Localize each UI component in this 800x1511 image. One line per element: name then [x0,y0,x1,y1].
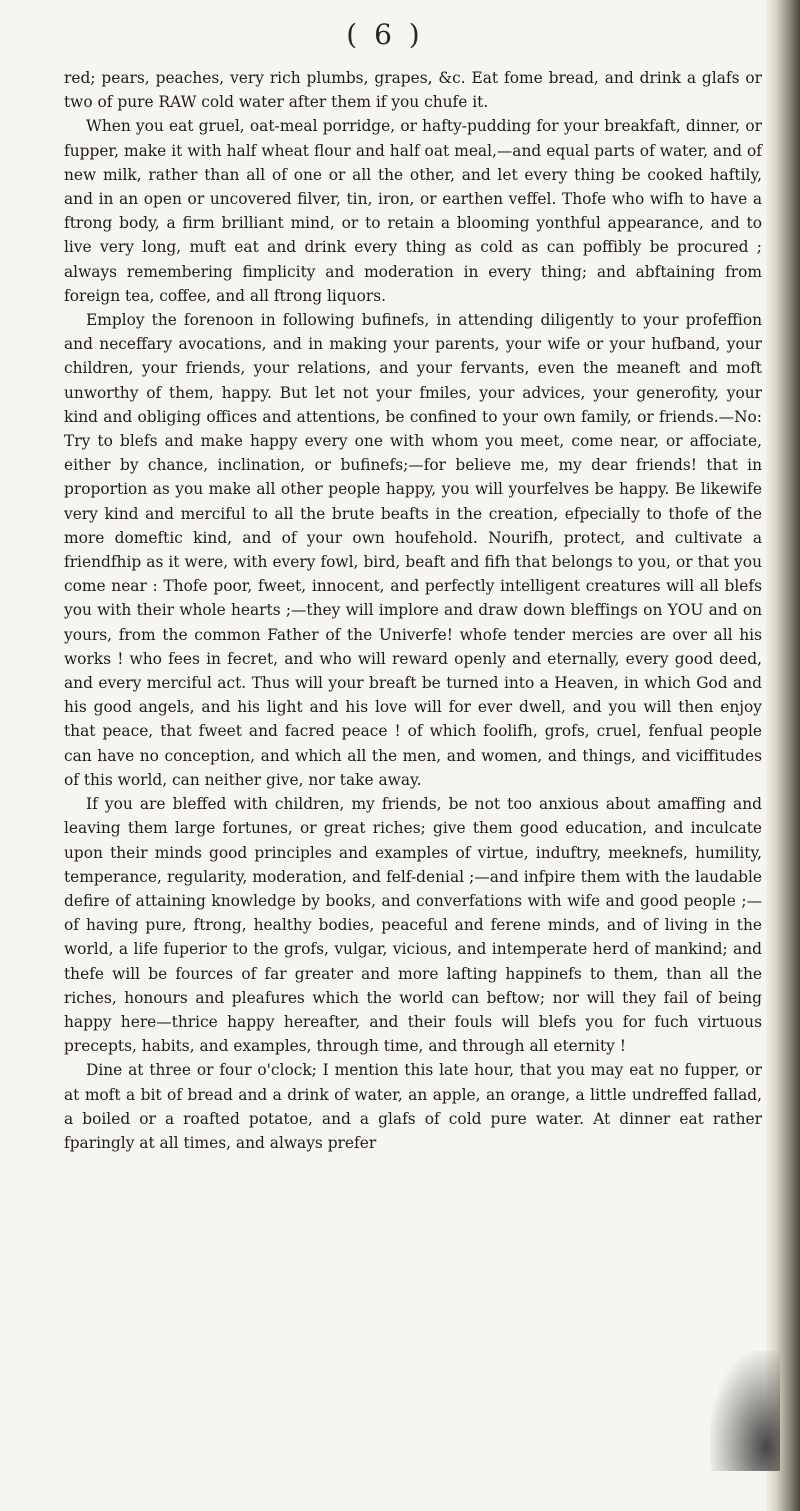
paragraph-3: Employ the forenoon in following bufinefs, in attending diligently to your profeffion and neceffary avocations, and in making your parents, your wife or your hufband, your children, your friends, your relations, and your fervants, even the meaneft and moft unworthy of them, happy. But let not your fmiles, your advices, your generofity, your kind and obliging offices and attentions, be confined to your own family, or friends.—No: Try to blefs and make happy every one with whom you meet, come near, or affociate, either by chance, inclination, or bufinefs;—for believe me, my dear friends! that in proportion as you make all other people happy, you will yourfelves be happy. Be likewife very kind and merciful to all the brute beafts in the creation, efpecially to thofe of the more domeftic kind, and of your own houfehold. Nourifh, protect, and cultivate a friendfhip as it were, with every fowl, bird, beaft and fifh that belongs to you, or that you come near : Thofe poor, fweet, innocent, and perfectly intelligent creatures will all blefs you with their whole hearts ;—they will implore and draw down bleffings on YOU and on yours, from the common Father of the Univerfe! whofe tender mercies are over all his works ! who fees in fecret, and who will reward openly and eternally, every good deed, and every merciful act. Thus will your breaft be turned into a Heaven, in which God and his good angels, and his light and his love will for ever dwell, and you will then enjoy that peace, that fweet and facred peace ! of which foolifh, grofs, cruel, fenfual people can have no conception, and which all the men, and women, and things, and viciffitudes of this world, can neither give, nor take away. [64,311,762,789]
body-text [64,66,762,1155]
paragraph-5: Dine at three or four o'clock; I mention this late hour, that you may eat no fupper, or at moft a bit of bread and a drink of water, an apple, an orange, a little undreffed fallad, a boiled or a roafted potatoe, and a glafs of cold pure water. At dinner eat rather fparingly at all times, and always prefer [64,1061,762,1152]
paragraph-1: red; pears, peaches, very rich plumbs, grapes, &c. Eat fome bread, and drink a glafs or two of pure RAW cold water after them if you chufe it. [64,69,762,112]
page-number: ( 6 ) [346,18,424,51]
page-stain [710,1351,780,1471]
page-gutter-shadow [766,0,800,1511]
paragraph-4: If you are bleffed with children, my friends, be not too anxious about amaffing and leaving them large fortunes, or great riches; give them good education, and inculcate upon their minds good principles and examples of virtue, induftry, meeknefs, humility, temperance, regularity, moderation, and felf-denial ;—and infpire them with the laudable defire of attaining knowledge by books, and converfations with wife and good people ;—of having pure, ftrong, healthy bodies, peaceful and ferene minds, and of living in the world, a life fuperior to the grofs, vulgar, vicious, and intemperate herd of mankind; and thefe will be fources of far greater and more lafting happinefs to them, than all the riches, honours and pleafures which the world can beftow; nor will they fail of being happy here—thrice happy hereafter, and their fouls will blefs you for fuch virtuous precepts, habits, and examples, through time, and through all eternity ! [64,795,762,1056]
paragraph-2: When you eat gruel, oat-meal porridge, or hafty-pudding for your breakfaft, dinner, or fupper, make it with half wheat flour and half oat meal,—and equal parts of water, and of new milk, rather than all of one or all the other, and let every thing be cooked haftily, and in an open or uncovered filver, tin, iron, or earthen veffel. Thofe who wifh to have a ftrong body, a firm brilliant mind, or to retain a blooming yonthful appearance, and to live very long, muft eat and drink every thing as cold as can poffibly be procured ; always remembering fimplicity and moderation in every thing; and abftaining from foreign tea, coffee, and all ftrong liquors. [64,117,762,305]
